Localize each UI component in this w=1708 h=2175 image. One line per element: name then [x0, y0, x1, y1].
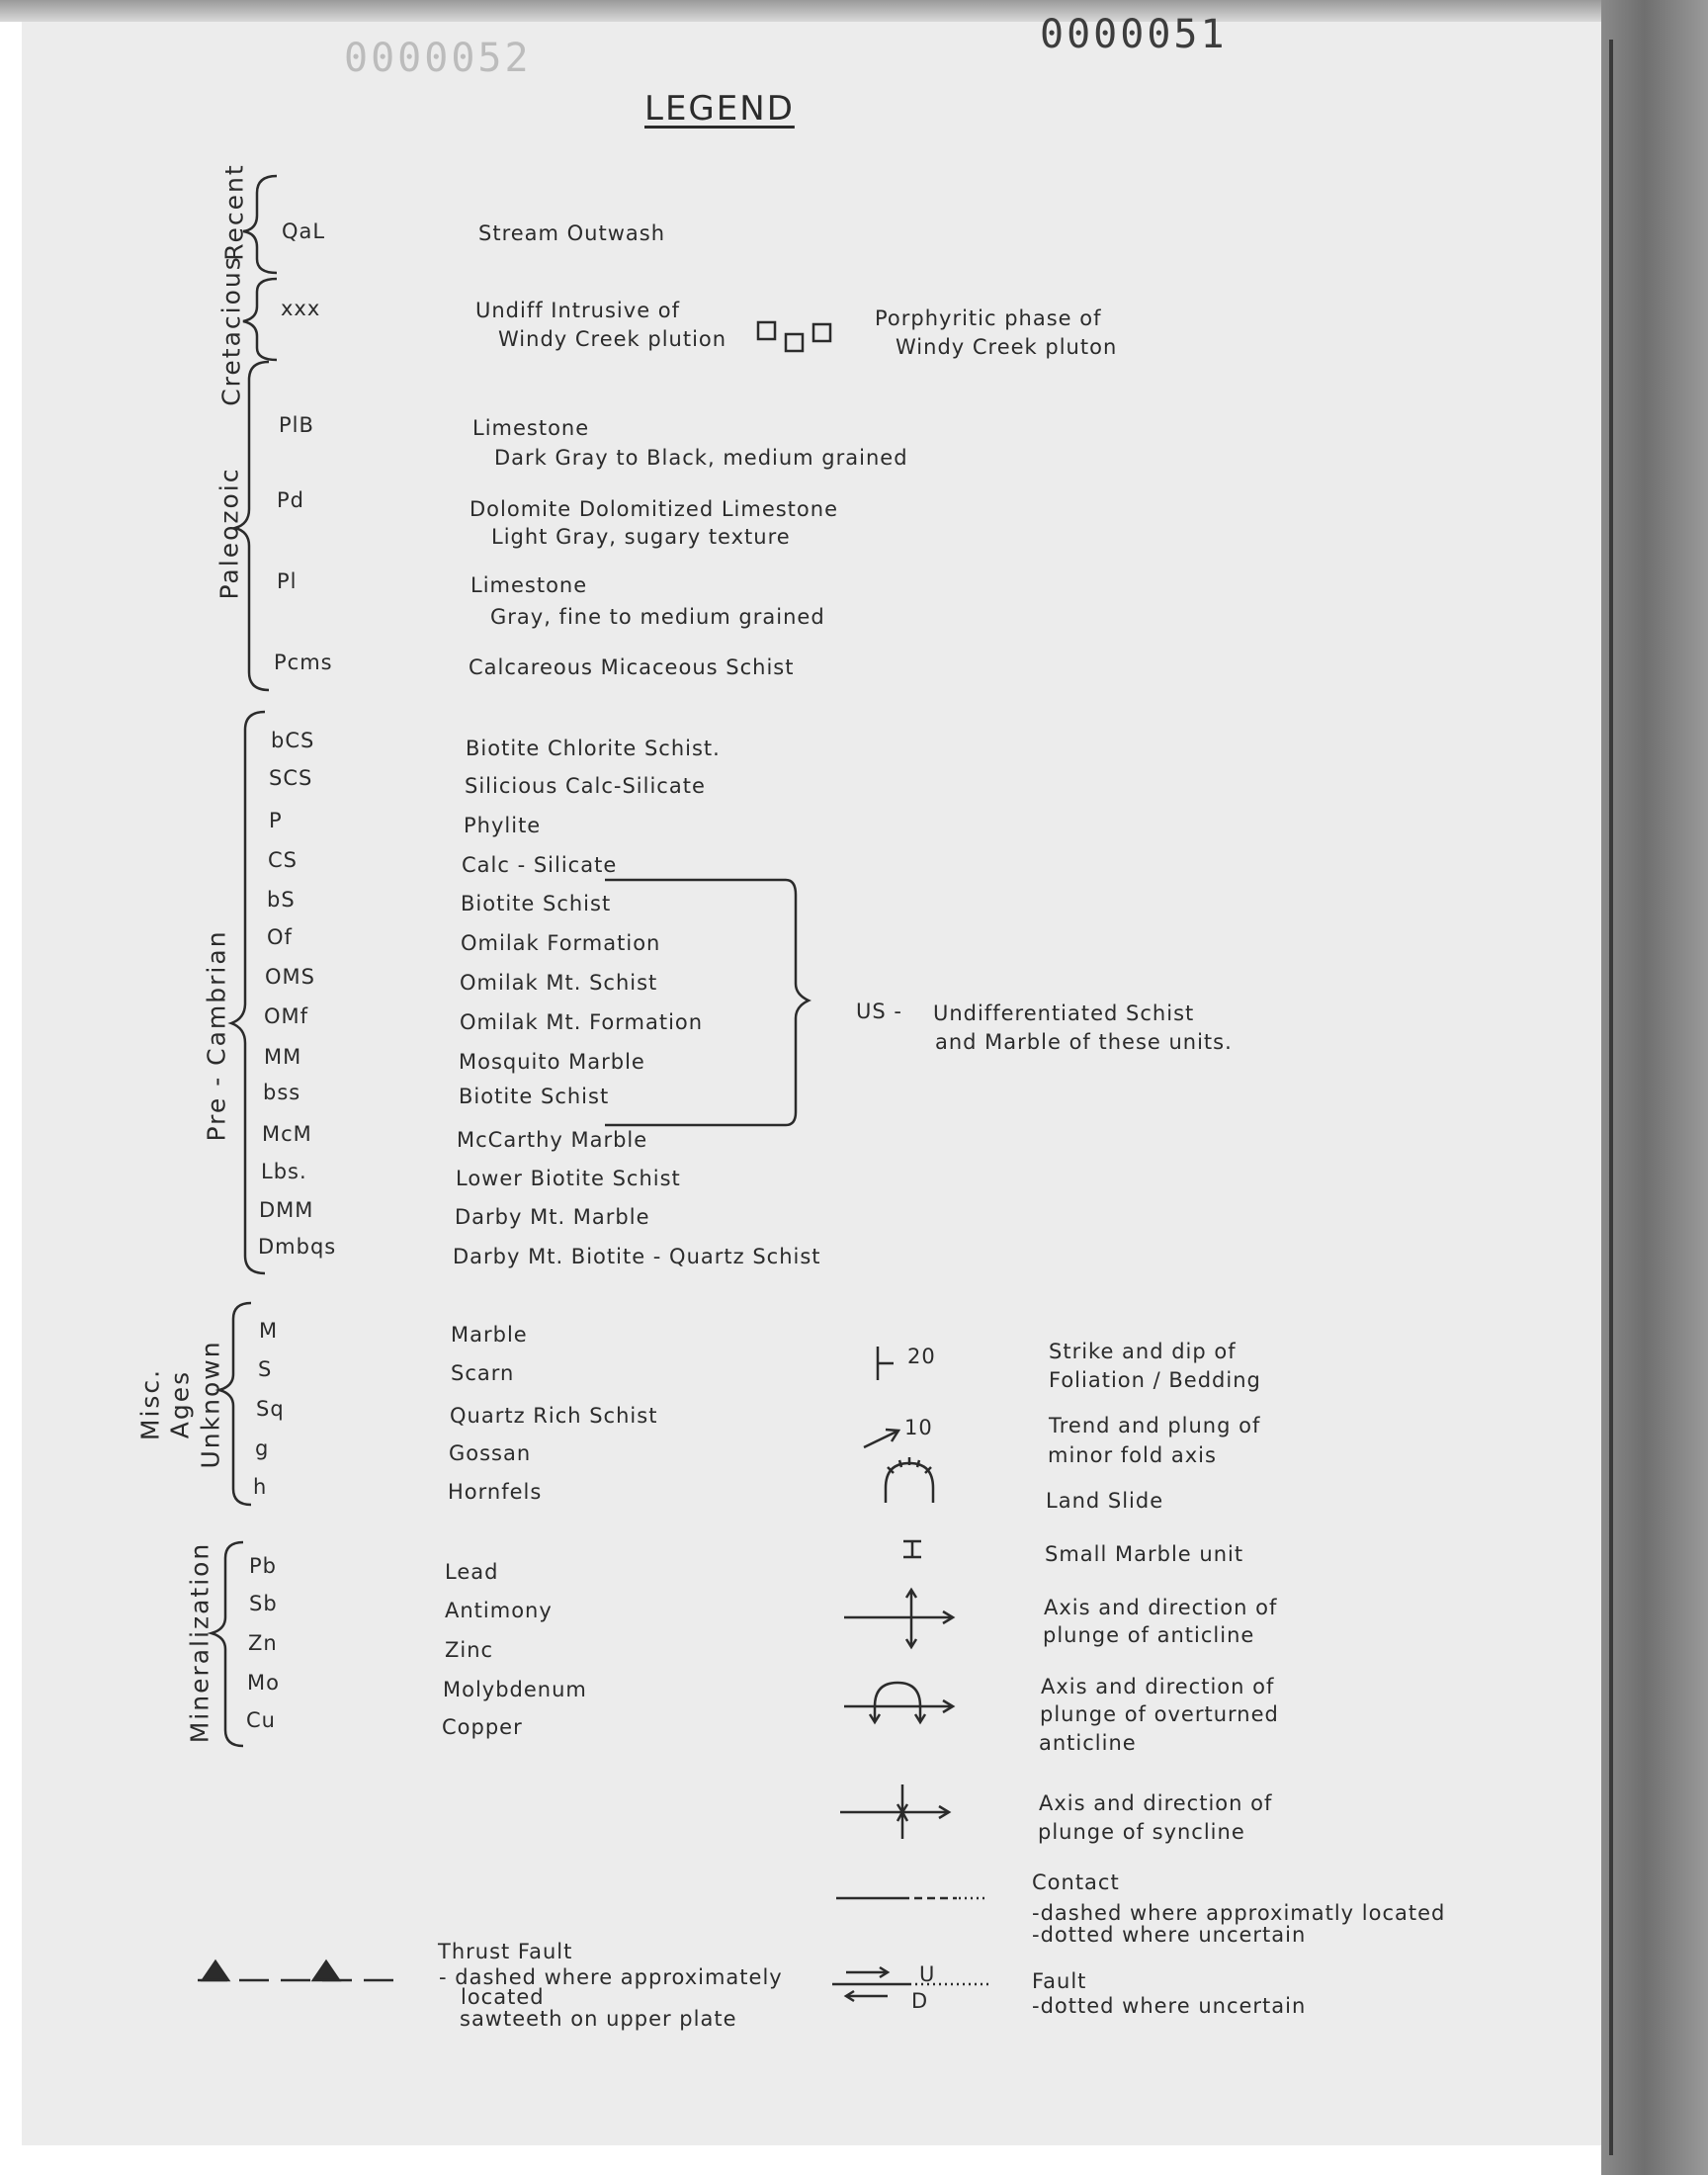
unit-code: M	[259, 1319, 279, 1343]
unit-desc: Omilak Formation	[461, 931, 661, 955]
contact-label-2: -dashed where approximatly located	[1032, 1901, 1446, 1925]
thrust-label-4: sawteeth on upper plate	[460, 2007, 737, 2031]
unit-desc: Copper	[442, 1715, 523, 1739]
unit-code: Pcms	[274, 651, 333, 674]
unit-code: McM	[262, 1122, 312, 1146]
thrust-label-3: located	[461, 1985, 545, 2009]
age-label-cretaceous: Cretacious	[216, 255, 246, 406]
porphyritic-label-2: Windy Creek pluton	[896, 335, 1118, 359]
unit-code: bCS	[271, 729, 315, 752]
page-title: LEGEND	[644, 89, 795, 129]
porphyritic-label: Porphyritic phase of	[875, 306, 1102, 330]
syncline-icon	[840, 1784, 949, 1839]
fault-label: Fault	[1032, 1969, 1087, 1993]
strike-label-2: Foliation / Bedding	[1049, 1368, 1261, 1392]
syncline-label-2: plunge of syncline	[1038, 1820, 1245, 1844]
page-stamp: 0000051	[1040, 12, 1228, 57]
overturned-label-2: plunge of overturned	[1040, 1702, 1279, 1726]
age-label-mineralization: Mineralization	[185, 1541, 214, 1744]
unit-code: bS	[267, 888, 296, 912]
unit-code: h	[253, 1475, 268, 1499]
trend-value: 10	[904, 1416, 933, 1439]
unit-desc: Darby Mt. Biotite - Quartz Schist	[453, 1245, 821, 1268]
age-label-precambrian: Pre - Cambrian	[202, 929, 231, 1142]
unit-desc: Limestone	[472, 416, 590, 440]
us-desc-2: and Marble of these units.	[935, 1030, 1233, 1054]
unit-code: Cu	[246, 1708, 276, 1732]
unit-code: PlB	[279, 413, 314, 437]
fault-icon	[832, 1967, 988, 2001]
landslide-icon	[886, 1457, 933, 1503]
age-label-ages: Ages	[165, 1369, 195, 1439]
syncline-label: Axis and direction of	[1039, 1791, 1273, 1815]
age-label-unknown: Unknown	[196, 1340, 225, 1469]
contact-label: Contact	[1032, 1870, 1120, 1894]
unit-code: OMS	[265, 965, 315, 989]
unit-code: Pl	[277, 569, 298, 593]
unit-code: Lbs.	[261, 1160, 307, 1183]
unit-desc: Gossan	[449, 1441, 532, 1465]
fault-label-2: -dotted where uncertain	[1032, 1994, 1307, 2018]
unit-code: xxx	[281, 297, 321, 320]
trend-arrow-icon	[864, 1430, 898, 1447]
unit-desc: Antimony	[445, 1599, 553, 1622]
unit-desc: Undiff Intrusive of	[475, 299, 681, 322]
unit-desc: Molybdenum	[443, 1678, 587, 1701]
age-label-recent: Recent	[219, 163, 249, 261]
unit-desc: Calc - Silicate	[462, 853, 618, 877]
unit-desc: Biotite Schist	[459, 1085, 610, 1108]
unit-code: Pd	[277, 488, 304, 512]
unit-desc: Zinc	[445, 1638, 494, 1662]
unit-code: MM	[264, 1045, 302, 1069]
unit-desc: Calcareous Micaceous Schist	[469, 655, 795, 679]
overturned-anticline-icon	[844, 1683, 953, 1722]
age-label-paleozoic: Paleozoic	[214, 467, 244, 600]
unit-code: SCS	[269, 766, 313, 790]
trend-label: Trend and plung of	[1049, 1414, 1261, 1437]
anticline-label-2: plunge of anticline	[1043, 1623, 1255, 1647]
strike-value: 20	[907, 1345, 936, 1368]
unit-desc: Silicious Calc-Silicate	[465, 774, 706, 798]
unit-code: Dmbqs	[258, 1235, 337, 1259]
unit-code: Pb	[249, 1554, 277, 1578]
unit-desc-2: Windy Creek plution	[498, 327, 727, 351]
unit-code: Mo	[247, 1671, 280, 1695]
us-code: US -	[856, 1000, 902, 1023]
fault-up-label: U	[919, 1962, 936, 1986]
unit-desc: Dolomite Dolomitized Limestone	[470, 497, 838, 521]
unit-desc: Mosquito Marble	[459, 1050, 645, 1074]
unit-code: QaL	[282, 219, 326, 243]
unit-desc-2: Gray, fine to medium grained	[490, 605, 825, 629]
thrust-label-2: - dashed where approximately	[439, 1965, 783, 1989]
unit-desc: Phylite	[464, 814, 542, 837]
faint-page-stamp: 0000052	[344, 36, 532, 81]
unit-desc: Omilak Mt. Formation	[460, 1010, 704, 1034]
unit-desc: McCarthy Marble	[457, 1128, 648, 1152]
unit-desc: Hornfels	[448, 1480, 543, 1504]
unit-code: bss	[263, 1081, 301, 1104]
unit-desc: Lower Biotite Schist	[456, 1167, 681, 1190]
unit-desc: Quartz Rich Schist	[450, 1404, 658, 1428]
landslide-label: Land Slide	[1046, 1489, 1164, 1513]
unit-desc: Omilak Mt. Schist	[460, 971, 658, 995]
unit-desc-2: Light Gray, sugary texture	[491, 525, 791, 549]
unit-code: Zn	[248, 1631, 278, 1655]
anticline-label: Axis and direction of	[1044, 1596, 1278, 1619]
strike-label: Strike and dip of	[1049, 1340, 1237, 1363]
trend-label-2: minor fold axis	[1048, 1443, 1217, 1467]
unit-code: Sb	[249, 1592, 278, 1615]
unit-code: Sq	[256, 1397, 285, 1421]
unit-code: CS	[268, 848, 298, 872]
unit-desc: Marble	[451, 1323, 528, 1347]
unit-desc: Biotite Schist	[461, 892, 612, 915]
small-marble-icon	[903, 1541, 921, 1557]
overturned-label: Axis and direction of	[1041, 1675, 1275, 1698]
thrust-fault-icon	[198, 1961, 399, 1980]
strike-dip-icon	[878, 1347, 894, 1380]
unit-code: DMM	[259, 1198, 314, 1222]
contact-label-3: -dotted where uncertain	[1032, 1923, 1307, 1947]
unit-code: Of	[267, 925, 293, 949]
thrust-label: Thrust Fault	[438, 1940, 573, 1963]
unit-desc: Limestone	[470, 573, 588, 597]
small-marble-label: Small Marble unit	[1045, 1542, 1244, 1566]
unit-code: g	[255, 1436, 270, 1460]
unit-desc: Stream Outwash	[478, 221, 666, 245]
age-label-misc: Misc.	[135, 1367, 165, 1441]
unit-desc: Lead	[445, 1560, 499, 1584]
fault-down-label: D	[911, 1989, 929, 2013]
anticline-icon	[844, 1590, 953, 1647]
unit-code: OMf	[264, 1004, 309, 1028]
unit-desc: Scarn	[451, 1361, 515, 1385]
us-desc: Undifferentiated Schist	[933, 1001, 1195, 1025]
unit-code: S	[258, 1357, 273, 1381]
unit-code: P	[269, 809, 283, 832]
unit-desc-2: Dark Gray to Black, medium grained	[494, 446, 908, 470]
unit-desc: Biotite Chlorite Schist.	[466, 737, 721, 760]
unit-desc: Darby Mt. Marble	[455, 1205, 650, 1229]
overturned-label-3: anticline	[1039, 1731, 1137, 1755]
